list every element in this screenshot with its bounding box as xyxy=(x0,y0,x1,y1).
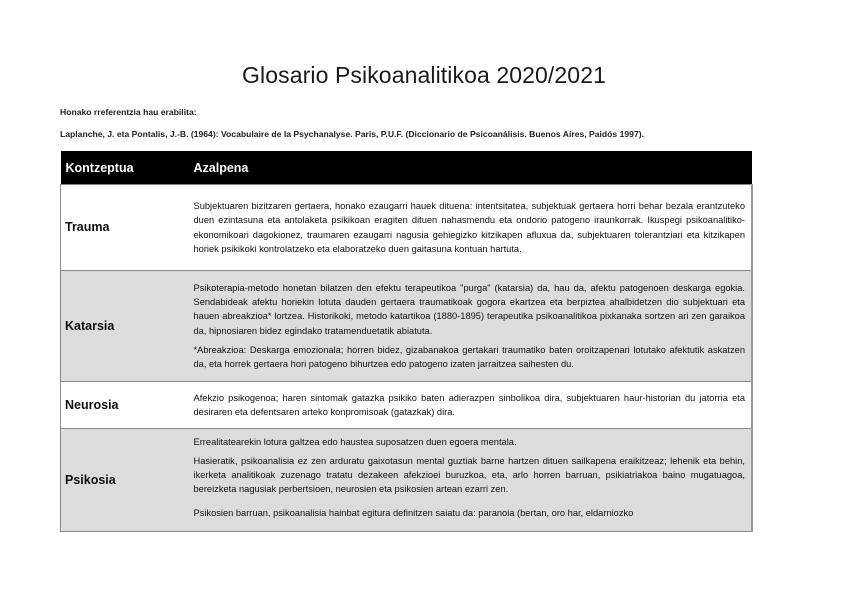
table-header-row xyxy=(61,151,753,185)
glossary-table xyxy=(60,151,753,532)
table-row-katarsia xyxy=(61,271,753,382)
description-paragraph: Psikoterapia-metodo honetan bilatzen den efektu terapeutikoa "purga" (katarsia) da, hau da, afektu patogenoen deskarga egokia. Sendabideak afektu horiekin lotuta dauden gertaera traumatikoak gogora ekartzea eta berpiztea ahalbidetzen dio subjektuari eta hauen abreakzioa* lortzea. Historikoki, metodo katartikoa (1880-1895) terapeutika psikoanalitikoa pixkanaka sortzen ari zen garaikoa da, hipnosiaren bidez egindako tratamenduetatik abiatuta. xyxy=(193,283,745,336)
document-title: Glosario Psikoanalitikoa 2020/2021 xyxy=(242,62,606,88)
description-paragraph: Errealitatearekin lotura galtzea edo haustea suposatzen duen egoera mentala. xyxy=(193,437,517,447)
reference-citation: Laplanche, J. eta Pontalis, J.-B. (1964): Vocabulaire de la Psychanalyse. Paris, P.U.F. (Diccionario de Psicoanálisis. Buenos Aires, Paidós 1997). xyxy=(60,129,644,139)
table-row-neurosia xyxy=(61,382,753,429)
column-header-term: Kontzeptua xyxy=(61,151,189,185)
description-paragraph: Hasieratik, psikoanalisia ez zen arduratu gaixotasun mental guztiak barne hartzen dituen sailkapena eraikitzeaz; lehenik eta behin, ikerketa analitikoak zuzenago tratatu dezakeen afekzioei buruzkoa, eta, arlo horren barruan, psikiatriakoa baino mugatuagoa, bereizketa nagusiak perbertsioen, neurosien eta psikosien artean ezarri zen. xyxy=(193,456,745,495)
term-cell: Trauma xyxy=(61,185,189,271)
term-cell: Neurosia xyxy=(61,382,189,429)
description-paragraph: Subjektuaren bizitzaren gertaera, honako ezaugarri hauek dituena: intentsitatea, subjektuak gertaera horri behar bezala erantzuteko duen ezintasuna eta antolaketa psikikoan eragiten dituen nahasmendu eta ondorio patogeno iraunkorrak. Ikuspegi psikoanalitiko-ekonomikoari dagokionez, traumaren ezaugarri nagusia gehiegizko kitzikapen afluxua da, subjektuaren tolerantziari eta kitzikapen horiek psikikoki kontrolatzeko eta elaboratzeko duen gaitasuna kontuan hartuta. xyxy=(193,201,745,254)
description-cell xyxy=(189,429,753,532)
table-row-trauma xyxy=(61,185,753,271)
footnote-paragraph: *Abreakzioa: Deskarga emozionala; horren bidez, gizabanakoa gertakari traumatiko baten oroitzapenari lotutako afektutik askatzen da, eta horrek gertaera hori patogeno bihurtzea edo patogeno izaten jarraitzea saihesten du. xyxy=(193,344,745,369)
term-cell: Katarsia xyxy=(61,271,189,382)
column-header-description: Azalpena xyxy=(189,151,753,185)
reference-intro: Honako rreferentzia hau erabilita: xyxy=(60,107,197,117)
description-cell xyxy=(189,271,753,382)
table-row-psikosia xyxy=(61,429,753,532)
description-cell xyxy=(189,185,753,271)
description-paragraph: Afekzio psikogenoa; haren sintomak gatazka psikiko baten adierazpen sinbolikoa dira, subjektuaren haur-historian du jatorria eta desiraren eta defentsaren arteko konpromisoak (gatazkak) dira. xyxy=(193,392,745,417)
description-cell xyxy=(189,382,753,429)
description-paragraph: Psikosien barruan, psikoanalisia hainbat egitura definitzen saiatu da: paranoia (bertan, oro har, eldarniozko xyxy=(193,508,634,519)
term-cell: Psikosia xyxy=(61,429,189,532)
